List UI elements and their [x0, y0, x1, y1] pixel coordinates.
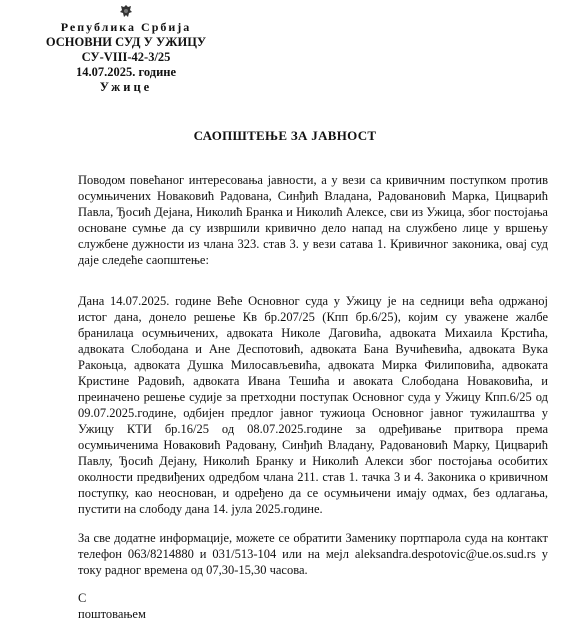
paragraph-decision: Дана 14.07.2025. године Веће Основног суда у Ужицу је на седници већа одржаној истог дана, донело решење Кв бр.207/25 (Кпп бр.6/25), којим су уважене жалбе бранилаца осумњичених, адвоката Николе Даговића, адвоката Михаила Крстића, адвоката Слободана и Ане Деспотовић, адвоката Бана Вучићевића, адвоката Вука Ракоњца, адвоката Душка Милосављевића, адвоката Мирка Филиповића, адвоката Кристине Радовић, адвоката Ивана Тешића и авоката Слободана Новаковића, и преиначено решење судије за претходни поступак Основног суда у Ужицу Кпп.6/25 од 09.07.2025.године, одбијен предлог јавног тужиоца Основног јавног тужилаштва у Ужицу КТИ бр.16/25 од 08.07.2025.године за одређивање притвора према осумњиченима Новаковић Радовану, Синђић Владану, Радовановић Марку, Цицварић Павлу, Ђосић Дејану, Николић Бранку и Николић Алекси због постојања особитих околности предвиђених одредбом члана 211. став 1. тачка 3 и 4. Законика о кривичном поступку, као неоснован, и одређено да се осумњичени имају одмах, без одлагања, пустити на слободу дана 14. јула 2025.године.	[78, 294, 548, 516]
document-title: САОПШТЕЊЕ ЗА ЈАВНОСТ	[193, 128, 377, 143]
paragraph-intro: Поводом повећаног интересовања јавности, а у вези са кривичним поступком против осумњичених Новаковић Радована, Синђић Владана, Радовановић Марка, Цицварић Павла, Ђосић Дејана, Николић Бранка и Николић Алексе, сви из Ужица, због постојања основане сумње да су извршили кривично дело напад на службено лице у вршењу службене дужности из члана 323. став 3. у вези сатава 1. Кривичног законика, овај суд даје следеће саопштење:	[78, 173, 548, 267]
case-number: СУ-VIII-42-3/25	[81, 50, 171, 64]
court-name: ОСНОВНИ СУД У УЖИЦУ	[45, 35, 207, 49]
country-name: Република Србија	[60, 20, 192, 34]
city-name: Ужице	[99, 80, 153, 94]
paragraph-contact: За све додатне информације, можете се обратити Заменику портпарола суда на контакт телефон 063/8214880 и 031/513-104 или на мејл aleksandra.despotovic@ue.os.sud.rs у току радног времена од 07,30-15,30 часова.	[78, 531, 548, 577]
closing-line: С поштовањем	[78, 591, 146, 621]
document-date: 14.07.2025. године	[75, 65, 177, 79]
court-header	[26, 4, 226, 95]
coat-of-arms-icon	[118, 4, 134, 20]
